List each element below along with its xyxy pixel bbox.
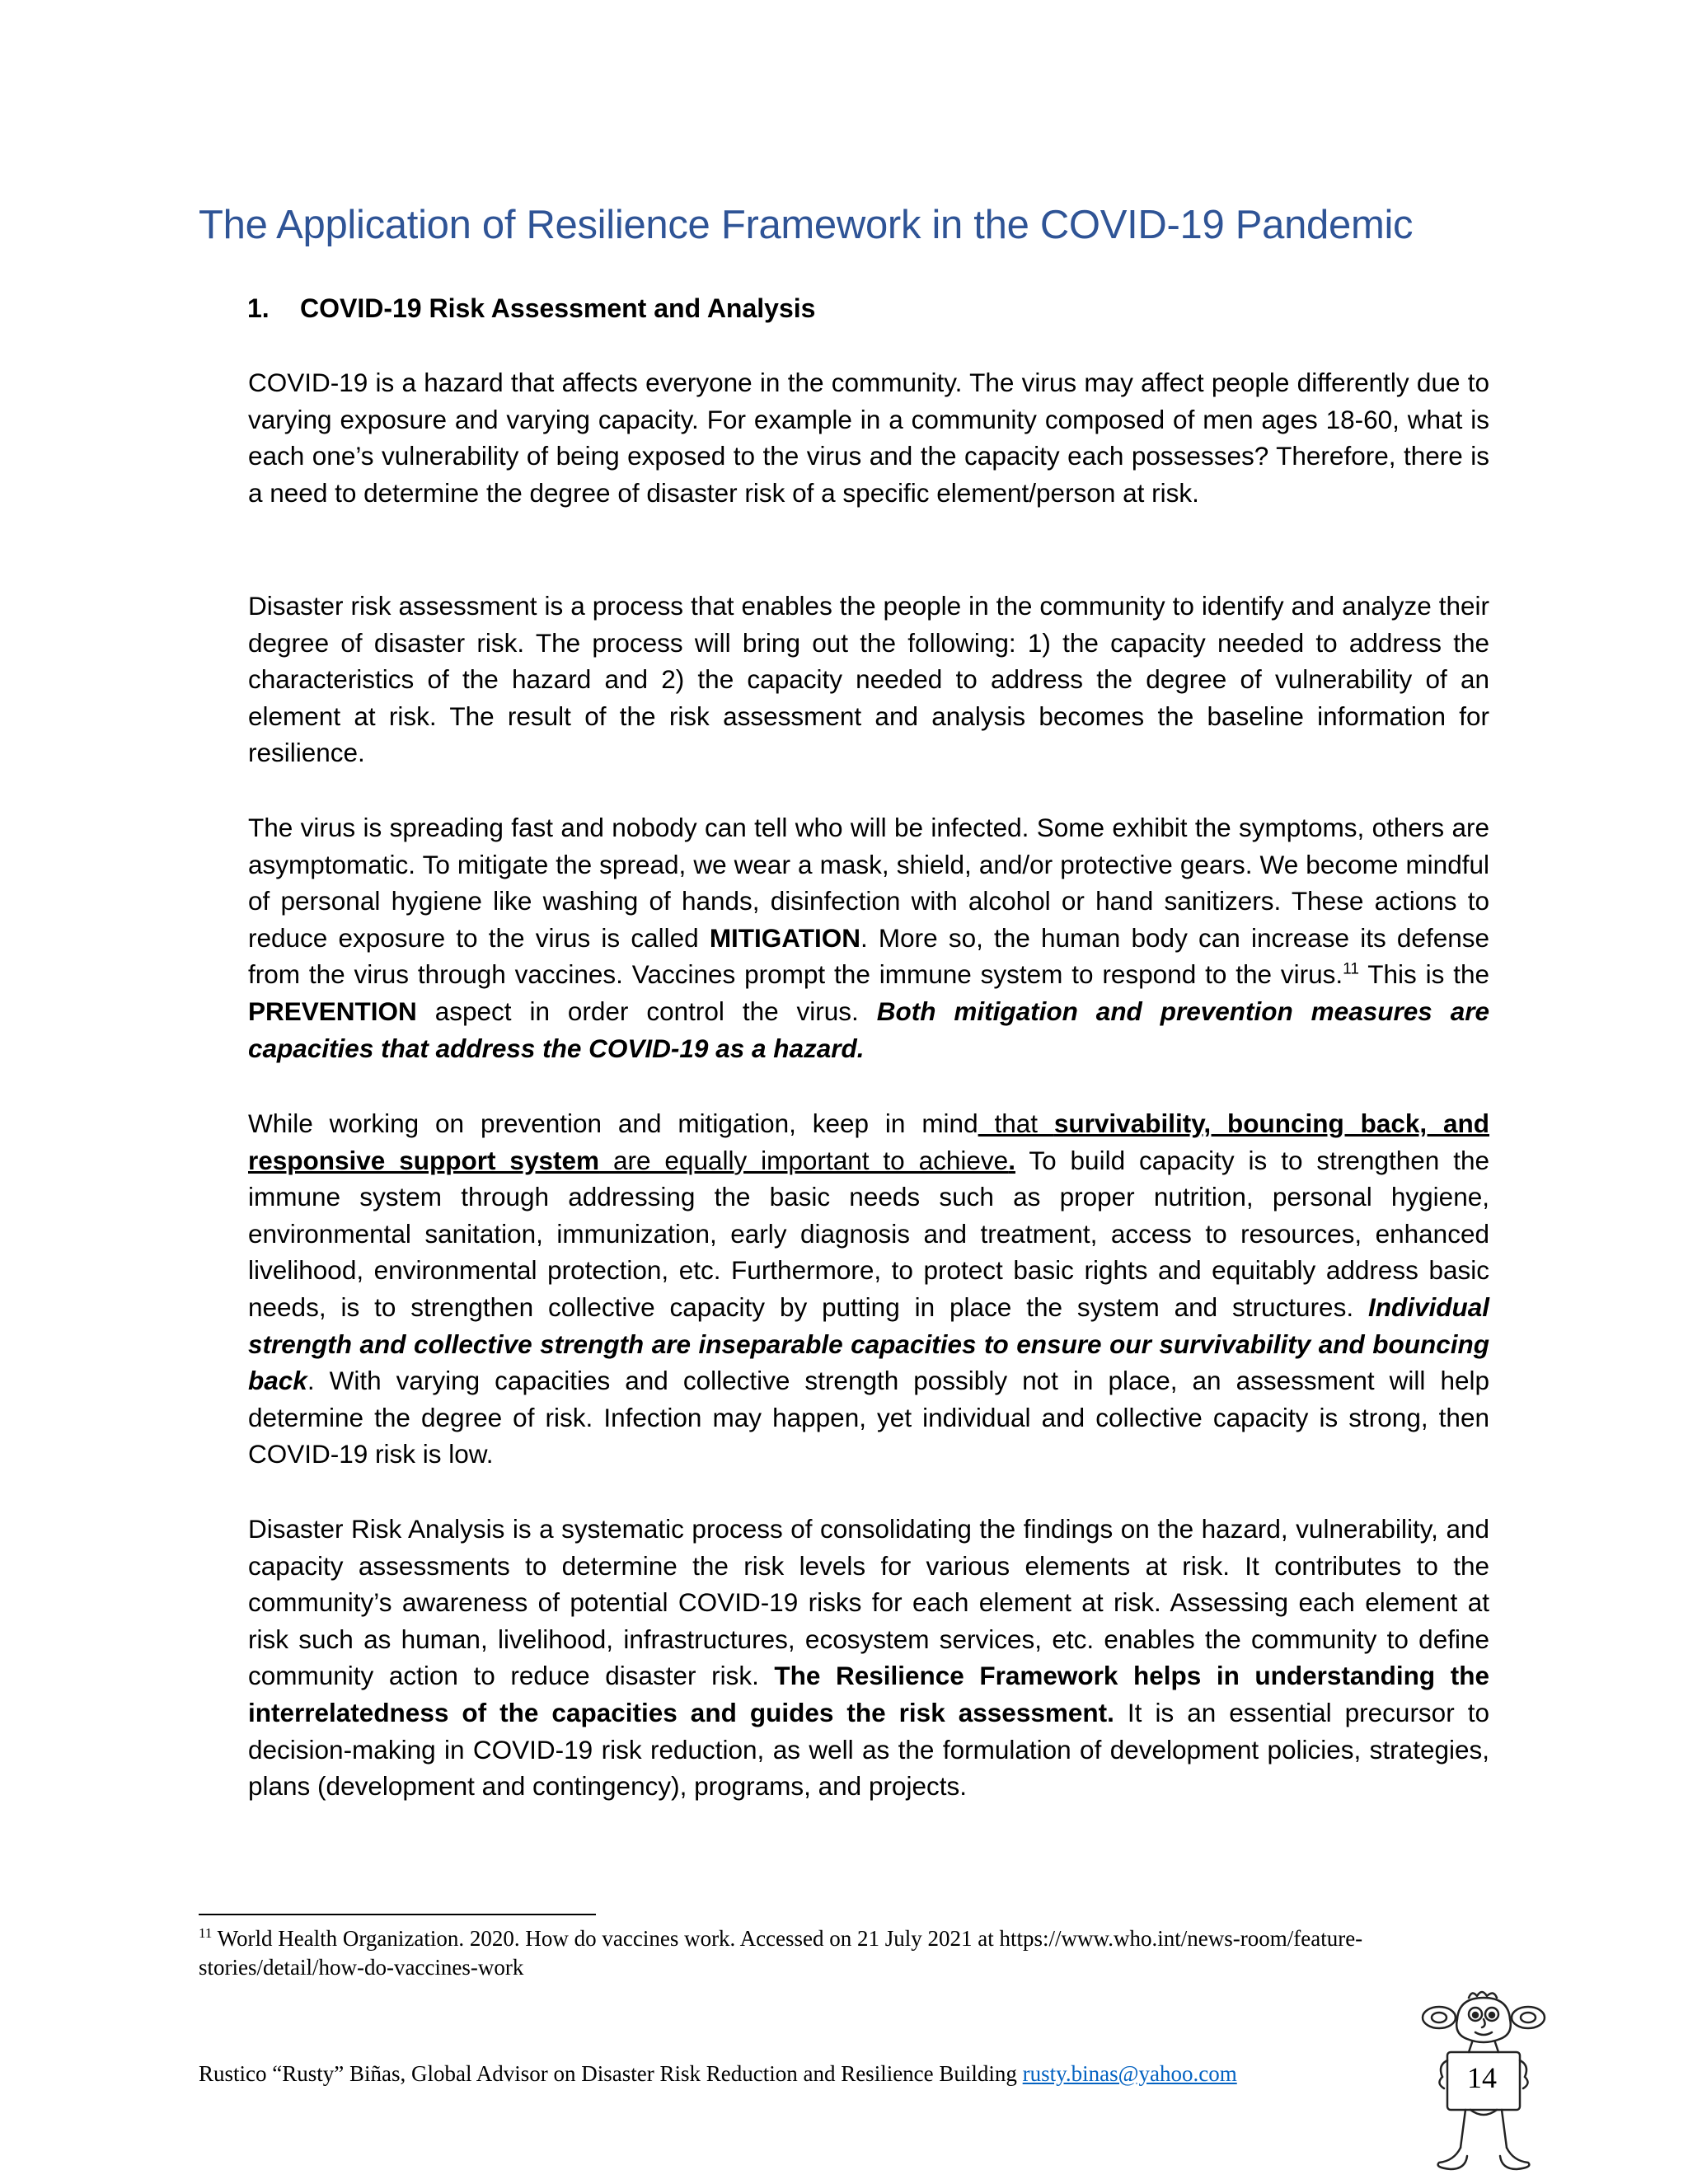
p5-text-c: It is an essential precursor to decision-making in COVID-19 risk reduction, as well as the formulation of development policies, strategies, plans (development and contingency), programs, and projects. xyxy=(248,1697,1489,1802)
paragraph-covid-hazard: COVID-19 is a hazard that affects everyone in the community. The virus may affect people differently due to varying exposure and varying capacity. For example in a community composed of men ages 18-60, what is each one’s vulnerability of being exposed to the virus and the capacity each possesses? Therefore, there is a need to determine the degree of disaster risk of a specific element/person at risk. xyxy=(248,368,1489,508)
p3-text-a: The virus is spreading fast and nobody can tell who will be infected. Some exhibit the symptoms, others are asymptomatic. To mitigate the spread, we wear a mask, shield, and/or protective gears. We become mindful of personal hygiene like washing of hands, disinfection with alcohol or hand sanitizers. These actions to reduce exposure to the virus is called xyxy=(248,813,1489,953)
footnote-marker: 11 xyxy=(199,1925,213,1941)
page-number: 14 xyxy=(1467,2061,1497,2094)
p3-text-d: This is the xyxy=(1358,959,1489,990)
p4-text-b: that xyxy=(978,1108,1054,1138)
section-heading-text: COVID-19 Risk Assessment and Analysis xyxy=(300,293,816,323)
footnote-separator xyxy=(199,1914,596,1915)
p5-text-a: Disaster Risk Analysis is a systematic process of consolidating the findings on the hazard, vulnerability, and capacity assessments to determine the risk levels for various elements at risk. It contributes to the community’s awareness of potential COVID-19 risks for each element at risk. Assessing each element at risk such as human, livelihood, infrastructures, ecosystem services, etc. enables the community to define community action to reduce disaster risk. xyxy=(248,1514,1489,1691)
section-heading xyxy=(247,292,815,325)
footer-author: Rustico “Rusty” Biñas, Global Advisor on Disaster Risk Reduction and Resilience Building xyxy=(199,2061,1023,2086)
p4-emphasis: Individual strength and collective strength are inseparable capacities to ensure our survivability and bouncing back xyxy=(248,1291,1489,1396)
paragraph-risk-assessment: Disaster risk assessment is a process that enables the people in the community to identify and analyze their degree of disaster risk. The process will bring out the following: 1) the capacity needed to address the characteristics of the hazard and 2) the capacity needed to address the degree of vulnerability of an element at risk. The result of the risk assessment and analysis becomes the baseline information for resilience. xyxy=(248,591,1489,768)
footnote xyxy=(199,1924,1435,1982)
footnote-text: World Health Organization. 2020. How do vaccines work. Accessed on 21 July 2021 at https://www.who.int/news-room/feature-stories/detail/how-do-vaccines-work xyxy=(199,1926,1363,1980)
p3-text-c: . More so, the human body can increase its defense from the virus through vaccines. Vaccines prompt the immune system to respond to the virus. xyxy=(248,922,1489,990)
footnote-reference: 11 xyxy=(1343,960,1359,978)
paragraph-risk-analysis xyxy=(248,1511,1489,1805)
p3-emphasis: Both mitigation and prevention measures are capacities that address the COVID-19 as a hazard. xyxy=(248,996,1490,1063)
paragraph-survivability xyxy=(248,1105,1489,1473)
survivability-emphasis: survivability, bouncing back, and responsive support system xyxy=(248,1108,1490,1175)
p4-period: . xyxy=(1008,1145,1015,1175)
paragraph-mitigation-prevention xyxy=(248,809,1489,1066)
p4-text-a: While working on prevention and mitigation, keep in mind xyxy=(248,1108,978,1138)
p3-text-f: aspect in order control the virus. xyxy=(416,996,877,1026)
page-footer xyxy=(199,2060,1435,2088)
p4-text-f: To build capacity is to strengthen the immune system through addressing the basic needs such as proper nutrition, personal hygiene, environmental sanitation, immunization, early diagnosis and treatment, access to resources, enhanced livelihood, environmental protection, etc. Furthermore, to protect basic rights and equitably address basic needs, is to strengthen collective capacity by putting in place the system and structures. xyxy=(248,1145,1489,1322)
page-title: The Application of Resilience Framework in the COVID-19 Pandemic xyxy=(199,203,1414,247)
mitigation-term: MITIGATION xyxy=(709,922,860,953)
email-link[interactable]: rusty.binas@yahoo.com xyxy=(1022,2061,1237,2086)
p4-text-h: . With varying capacities and collective strength possibly not in place, an assessment will help determine the degree of risk. Infection may happen, yet individual and collective capacity is strong, then COVID-19 risk is low. xyxy=(248,1366,1489,1469)
p5-emphasis: The Resilience Framework helps in understanding the interrelatedness of the capacities and guides the risk assessment. xyxy=(248,1661,1489,1727)
prevention-term: PREVENTION xyxy=(248,996,417,1026)
p4-text-d: are equally important to achieve xyxy=(599,1145,1009,1175)
section-number: 1. xyxy=(247,293,270,323)
